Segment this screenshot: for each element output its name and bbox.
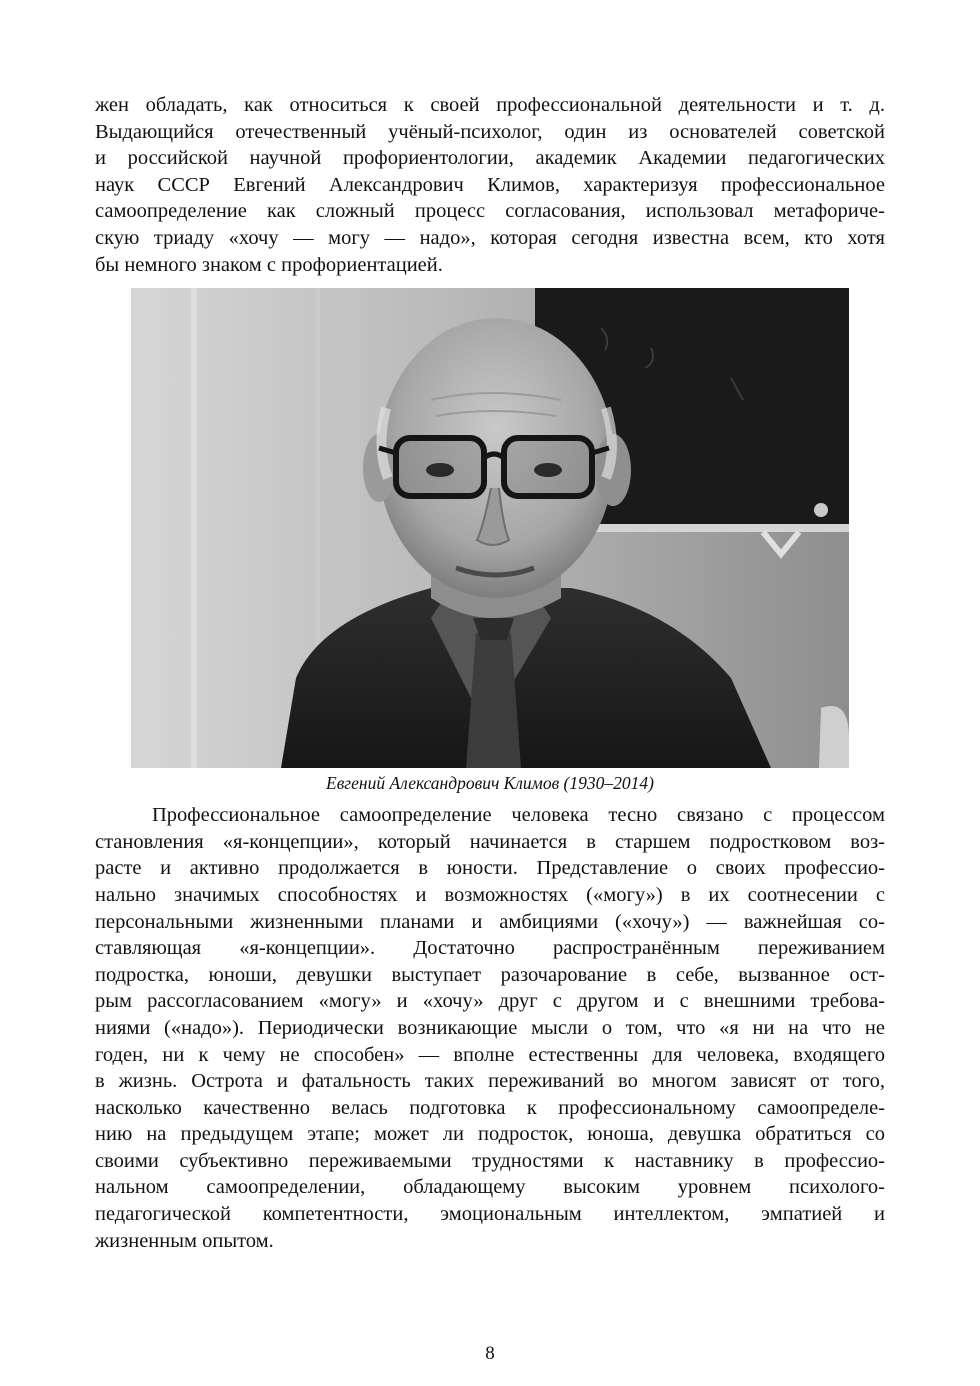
text-line: самоопределение как сложный процесс согласования, использовал метафориче-: [95, 200, 885, 223]
text-line: нально значимых способностях и возможностях («могу») в их соотнесении с: [95, 883, 885, 906]
text-line: жизненным опытом.: [95, 1229, 274, 1252]
text-line: подростка, юноши, девушки выступает разочарование в себе, вызванное ост-: [95, 963, 885, 986]
text-line: нальном самоопределении, обладающему высоким уровнем психолого-: [95, 1176, 885, 1199]
text-line: и российской научной профориентологии, академик Академии педагогических: [95, 147, 885, 170]
text-line: скую триаду «хочу — могу — надо», которая сегодня известна всем, кто хотя: [95, 226, 885, 249]
page-body: [95, 92, 885, 1254]
portrait-photo: [131, 288, 849, 768]
text-line: своими субъективно переживаемыми трудностями к наставнику в профессио-: [95, 1149, 885, 1172]
text-line: годен, ни к чему не способен» — вполне естественны для человека, входящего: [95, 1043, 885, 1066]
text-line: педагогической компетентности, эмоциональным интеллектом, эмпатией и: [95, 1203, 885, 1226]
paragraph-1: [95, 92, 885, 278]
text-line: нию на предыдущем этапе; может ли подросток, юноша, девушка обратиться со: [95, 1123, 885, 1146]
page-number: 8: [485, 1343, 495, 1364]
text-line: в жизнь. Острота и фатальность таких переживаний во многом зависят от того,: [95, 1070, 885, 1093]
text-line: рым рассогласованием «могу» и «хочу» друг с другом и с внешними требова-: [95, 990, 885, 1013]
text-line: жен обладать, как относиться к своей профессиональной деятельности и т. д.: [95, 94, 885, 116]
text-line: насколько качественно велась подготовка к профессиональному самоопределе-: [95, 1096, 885, 1119]
figure-caption: Евгений Александрович Климов (1930–2014): [326, 773, 654, 794]
paragraph-2: [95, 802, 885, 1254]
text-line: становления «я-концепции», который начинается в старшем подростковом воз-: [95, 830, 885, 853]
text-line: персональными жизненными планами и амбициями («хочу») — важнейшая со-: [95, 910, 885, 933]
text-line: бы немного знаком с профориентацией.: [95, 253, 443, 276]
portrait-illustration: [131, 288, 849, 768]
text-line: Выдающийся отечественный учёный-психолог, один из основателей советской: [95, 120, 885, 143]
text-line: Профессиональное самоопределение человека тесно связано с процессом: [152, 804, 885, 827]
text-line: ниями («надо»). Периодически возникающие мысли о том, что «я ни на что не: [95, 1016, 885, 1039]
text-line: ставляющая «я-концепции». Достаточно распространённым переживанием: [95, 937, 885, 960]
text-line: расте и активно продолжается в юности. Представление о своих профессио-: [95, 857, 885, 880]
text-line: наук СССР Евгений Александрович Климов, характеризуя профессиональное: [95, 173, 885, 196]
